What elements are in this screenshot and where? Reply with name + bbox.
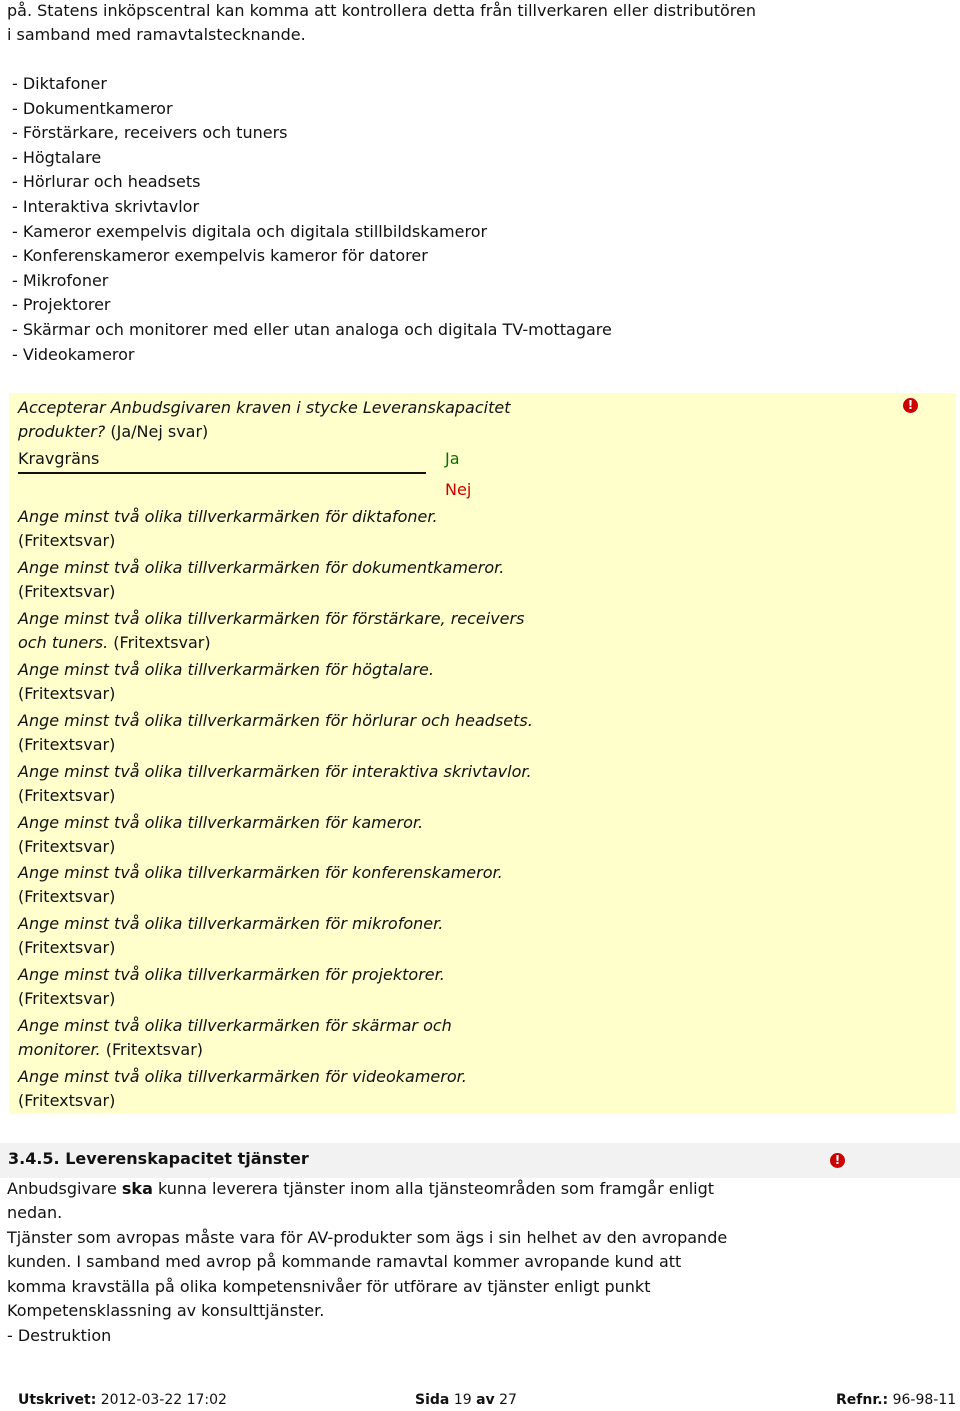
sub-question-projektorer: Ange minst två olika tillverkarmärken för projektorer.	[18, 965, 445, 984]
fritextsvar-hint: (Fritextsvar)	[18, 1091, 116, 1110]
footer-page-number: 19	[453, 1392, 472, 1408]
section-paragraph-1-line-1	[7, 1177, 714, 1201]
kravgrans-underline	[18, 472, 426, 474]
section-header	[0, 1143, 960, 1178]
fritextsvar-hint: (Fritextsvar)	[100, 1040, 204, 1059]
sub-question-hogtalare: Ange minst två olika tillverkarmärken för högtalare.	[18, 660, 434, 679]
sub-question-mikrofoner: Ange minst två olika tillverkarmärken för mikrofoner.	[18, 914, 444, 933]
fritextsvar-hint: (Fritextsvar)	[18, 989, 116, 1008]
text-span: Anbudsgivare	[7, 1179, 122, 1198]
sub-question-continuation: och tuners.	[18, 633, 109, 652]
list-item: - Mikrofoner	[12, 270, 109, 290]
fritextsvar-hint: (Fritextsvar)	[18, 531, 116, 550]
list-item: - Skärmar och monitorer med eller utan analoga och digitala TV-mottagare	[12, 319, 612, 339]
footer-ref-label: Refnr.:	[836, 1392, 889, 1408]
sub-question-dokumentkameror: Ange minst två olika tillverkarmärken för dokumentkameror.	[18, 558, 505, 577]
sub-question-skrivtavlor: Ange minst två olika tillverkarmärken för interaktiva skrivtavlor.	[18, 762, 532, 781]
footer-printed	[18, 1389, 227, 1411]
product-list	[12, 72, 612, 367]
fritextsvar-hint: (Fritextsvar)	[18, 887, 116, 906]
intro-line-2: i samband med ramavtalstecknande.	[7, 25, 306, 44]
option-yes[interactable]: Ja	[445, 449, 460, 468]
question-text-line-2	[18, 420, 208, 444]
list-item: - Konferenskameror exempelvis kameror för datorer	[12, 246, 428, 266]
question-text-line-1: Accepterar Anbudsgivaren kraven i stycke Leveranskapacitet	[18, 398, 511, 417]
list-item: - Dokumentkameror	[12, 98, 173, 118]
section-paragraph-1-line-2: nedan.	[7, 1203, 63, 1222]
list-item: - Hörlurar och headsets	[12, 172, 201, 192]
list-item: - Videokameror	[12, 344, 135, 364]
text-span: kunna leverera tjänster inom alla tjänsteområden som framgår enligt	[152, 1179, 715, 1198]
list-item: - Högtalare	[12, 147, 102, 167]
section-paragraph-2-line-3: komma kravställa på olika kompetensnivåer för utförare av tjänster enligt punkt	[7, 1277, 651, 1296]
sub-question-horlurar: Ange minst två olika tillverkarmärken för hörlurar och headsets.	[18, 711, 533, 730]
sub-question-skarmar-line-2	[18, 1038, 203, 1062]
sub-question-kameror: Ange minst två olika tillverkarmärken för kameror.	[18, 813, 424, 832]
emphasis-text: ska	[121, 1179, 153, 1198]
list-item: - Kameror exempelvis digitala och digitala stillbildskameror	[12, 221, 488, 241]
footer-page-label: Sida	[415, 1392, 450, 1408]
warning-icon: !	[903, 398, 918, 413]
fritextsvar-hint: (Fritextsvar)	[18, 938, 116, 957]
warning-icon: !	[830, 1153, 845, 1168]
service-list-item: - Destruktion	[7, 1326, 112, 1345]
sub-question-konferenskameror: Ange minst två olika tillverkarmärken för konferenskameror.	[18, 863, 503, 882]
footer-page-of: av	[476, 1392, 495, 1408]
fritextsvar-hint: (Fritextsvar)	[18, 684, 116, 703]
list-item: - Förstärkare, receivers och tuners	[12, 123, 288, 143]
option-no[interactable]: Nej	[445, 480, 472, 499]
question-box	[9, 393, 956, 1114]
footer-ref	[836, 1389, 956, 1411]
fritextsvar-hint: (Fritextsvar)	[18, 786, 116, 805]
fritextsvar-hint: (Fritextsvar)	[18, 582, 116, 601]
sub-question-continuation: monitorer.	[18, 1040, 101, 1059]
list-item: - Projektorer	[12, 295, 111, 315]
sub-question-videokameror: Ange minst två olika tillverkarmärken för videokameror.	[18, 1067, 467, 1086]
list-item: - Interaktiva skrivtavlor	[12, 196, 200, 216]
section-paragraph-2-line-2: kunden. I samband med avrop på kommande ramavtal kommer avropande kund att	[7, 1252, 682, 1271]
section-title: 3.4.5. Leverenskapacitet tjänster	[8, 1149, 309, 1168]
list-item: - Diktafoner	[12, 74, 107, 93]
answer-type-hint: (Ja/Nej svar)	[105, 422, 209, 441]
footer-printed-value: 2012-03-22 17:02	[96, 1392, 227, 1408]
footer-page-total: 27	[499, 1392, 517, 1408]
footer-page	[415, 1389, 517, 1411]
fritextsvar-hint: (Fritextsvar)	[18, 837, 116, 856]
fritextsvar-hint: (Fritextsvar)	[18, 735, 116, 754]
question-text-italic: produkter?	[18, 422, 106, 441]
sub-question-forstarkare-line-2	[18, 631, 211, 655]
kravgrans-label: Kravgräns	[18, 449, 100, 468]
footer-printed-label: Utskrivet:	[18, 1392, 97, 1408]
sub-question-diktafoner: Ange minst två olika tillverkarmärken för diktafoner.	[18, 507, 438, 526]
sub-question-skarmar: Ange minst två olika tillverkarmärken för skärmar och	[18, 1016, 452, 1035]
sub-question-forstarkare: Ange minst två olika tillverkarmärken för förstärkare, receivers	[18, 609, 525, 628]
intro-line-1: på. Statens inköpscentral kan komma att kontrollera detta från tillverkaren eller distributören	[7, 1, 757, 20]
section-paragraph-2-line-1: Tjänster som avropas måste vara för AV-produkter som ägs i sin helhet av den avropande	[7, 1228, 728, 1247]
fritextsvar-hint: (Fritextsvar)	[108, 633, 211, 652]
footer-ref-value: 96-98-11	[888, 1392, 957, 1408]
section-paragraph-2-line-4: Kompetensklassning av konsulttjänster.	[7, 1301, 325, 1320]
